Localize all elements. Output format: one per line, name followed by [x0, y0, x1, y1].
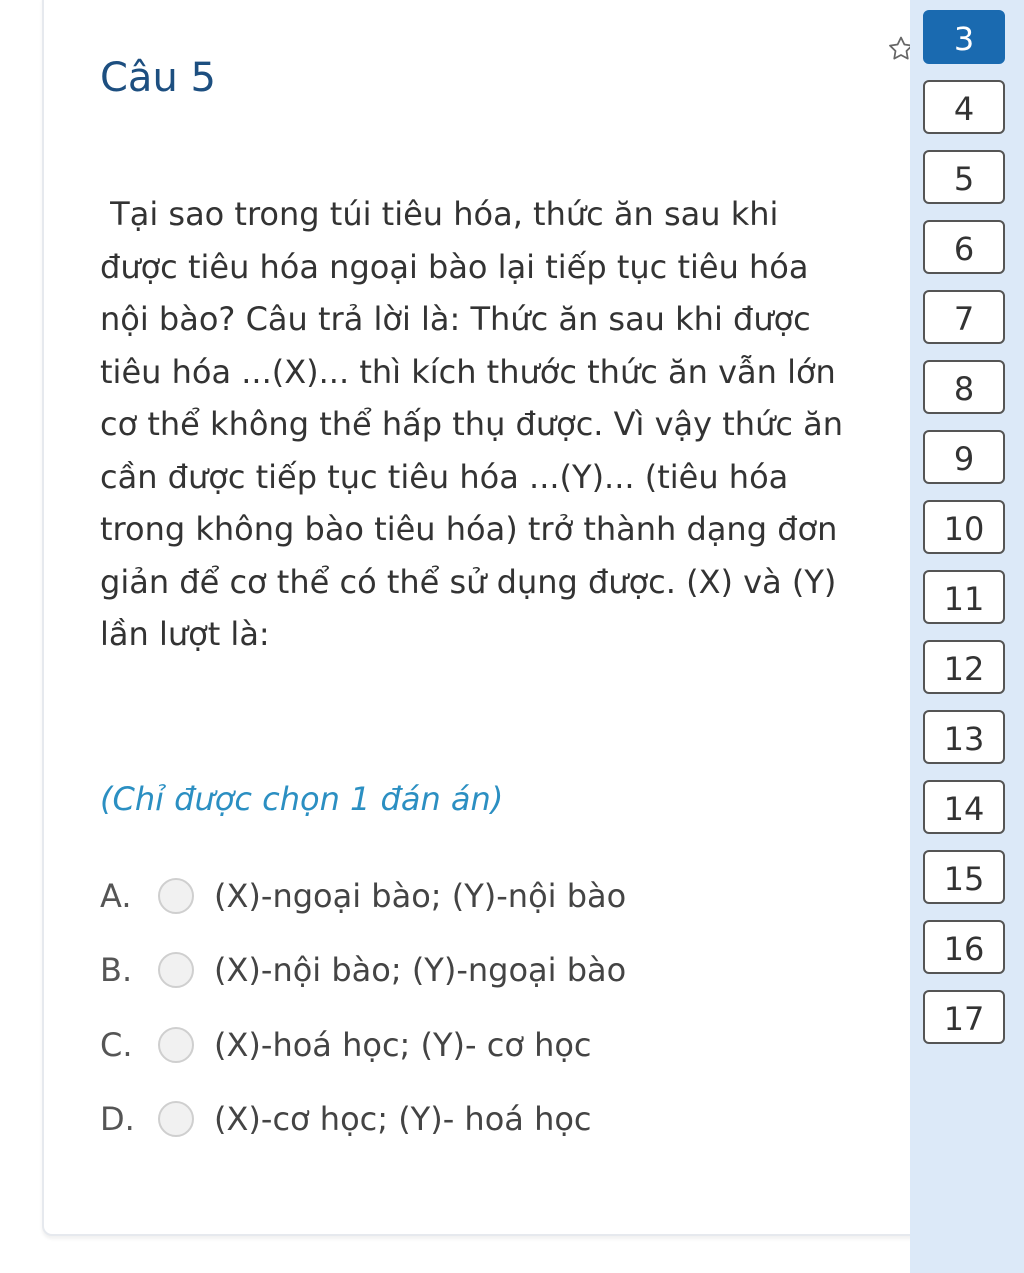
- option-letter: C.: [100, 1026, 133, 1064]
- option-text: (X)-nội bào; (Y)-ngoại bào: [214, 951, 627, 989]
- question-title: Câu 5: [100, 55, 216, 101]
- question-number-11[interactable]: 11: [923, 570, 1005, 624]
- question-number-12[interactable]: 12: [923, 640, 1005, 694]
- question-number-4[interactable]: 4: [923, 80, 1005, 134]
- radio-unchecked-icon[interactable]: [158, 878, 194, 914]
- radio-unchecked-icon[interactable]: [158, 952, 194, 988]
- question-number-5[interactable]: 5: [923, 150, 1005, 204]
- question-number-17[interactable]: 17: [923, 990, 1005, 1044]
- option-letter: D.: [100, 1100, 135, 1138]
- question-number-7[interactable]: 7: [923, 290, 1005, 344]
- option-text: (X)-ngoại bào; (Y)-nội bào: [214, 877, 627, 915]
- option-d[interactable]: [100, 1089, 900, 1149]
- option-letter: B.: [100, 951, 133, 989]
- question-text: Tại sao trong túi tiêu hóa, thức ăn sau khi được tiêu hóa ngoại bào lại tiếp tục tiêu hóa nội bào? Câu trả lời là: Thức ăn sau khi được tiêu hóa ...(X)... thì kích thước thức ăn vẫn lớn cơ thể không thể hấp thụ được. Vì vậy thức ăn cần được tiếp tục tiêu hóa ...(Y)... (tiêu hóa trong không bào tiêu hóa) trở thành dạng đơn giản để cơ thể có thể sử dụng được. (X) và (Y) lần lượt là:: [100, 195, 844, 653]
- option-text: (X)-hoá học; (Y)- cơ học: [214, 1026, 592, 1064]
- option-c[interactable]: [100, 1015, 900, 1075]
- option-letter: A.: [100, 877, 132, 915]
- option-a[interactable]: [100, 866, 900, 926]
- question-number-14[interactable]: 14: [923, 780, 1005, 834]
- radio-unchecked-icon[interactable]: [158, 1027, 194, 1063]
- option-b[interactable]: [100, 940, 900, 1000]
- option-text: (X)-cơ học; (Y)- hoá học: [214, 1100, 592, 1138]
- question-number-3[interactable]: 3: [923, 10, 1005, 64]
- radio-unchecked-icon[interactable]: [158, 1101, 194, 1137]
- question-number-9[interactable]: 9: [923, 430, 1005, 484]
- question-number-10[interactable]: 10: [923, 500, 1005, 554]
- selection-hint: (Chỉ được chọn 1 đán án): [100, 780, 504, 818]
- question-number-6[interactable]: 6: [923, 220, 1005, 274]
- question-number-13[interactable]: 13: [923, 710, 1005, 764]
- question-number-15[interactable]: 15: [923, 850, 1005, 904]
- question-number-16[interactable]: 16: [923, 920, 1005, 974]
- question-number-8[interactable]: 8: [923, 360, 1005, 414]
